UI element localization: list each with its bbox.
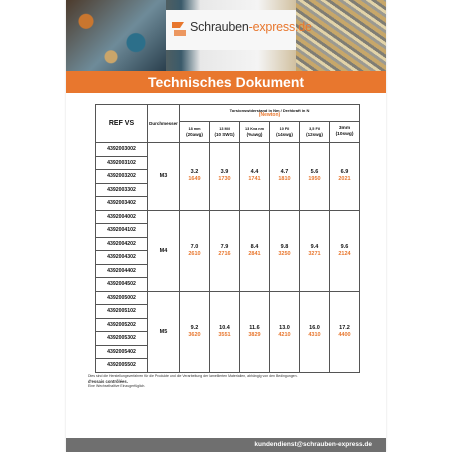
notes <box>88 374 378 389</box>
table-row <box>96 210 360 224</box>
logo-suffix: -express.de <box>248 20 312 34</box>
torque-value: 3.2 <box>190 169 199 176</box>
newton-value: 1730 <box>218 176 231 183</box>
document-title: Technisches Dokument <box>147 74 305 90</box>
ref-cell: 4392004202 <box>96 237 148 251</box>
column-header-top: 18 mm <box>188 127 201 131</box>
value-cell <box>210 210 240 291</box>
value-cell <box>180 291 210 372</box>
torque-value: 10.4 <box>219 324 230 331</box>
column-header-top: 3,5 Fil <box>309 127 320 131</box>
value-cell <box>270 143 300 211</box>
value-cell <box>300 210 330 291</box>
diameter-cell: M5 <box>148 291 180 372</box>
value-cell <box>270 291 300 372</box>
spec-table <box>95 104 360 373</box>
newton-value: 4210 <box>278 331 291 338</box>
ref-cell: 4392004102 <box>96 224 148 238</box>
table-body <box>96 143 360 373</box>
diameter-cell: M3 <box>148 143 180 211</box>
table-row <box>96 143 360 157</box>
ref-cell: 4392003302 <box>96 183 148 197</box>
newton-value: 2124 <box>338 250 351 257</box>
ref-cell: 4392005102 <box>96 305 148 319</box>
ref-cell: 4392004502 <box>96 278 148 292</box>
value-cell <box>270 210 300 291</box>
column-header <box>300 122 330 143</box>
newton-value: 1649 <box>188 176 201 183</box>
note-line-1: Dies sind die Herstellungsverfahren für die Produkte und die Verarbeitung der lamellierten Materialien, abhängig von den Bedingungen. <box>88 374 298 378</box>
diameter-cell: M4 <box>148 210 180 291</box>
torque-value: 7.9 <box>220 243 229 250</box>
ref-cell: 4392005002 <box>96 291 148 305</box>
tools-photo <box>66 0 166 71</box>
column-header <box>330 122 360 143</box>
torque-value: 4.7 <box>280 169 289 176</box>
ref-cell: 4392003402 <box>96 197 148 211</box>
torque-value: 6.9 <box>340 169 349 176</box>
value-cell <box>210 143 240 211</box>
newton-value: 1810 <box>278 176 291 183</box>
footer-band <box>66 438 386 452</box>
torque-value: 13.0 <box>279 324 290 331</box>
torque-value: 17.2 <box>339 324 350 331</box>
column-header-bottom: (14swg) <box>276 132 293 137</box>
column-header-bottom: (10 SWG) <box>214 132 235 137</box>
torque-value: 9.6 <box>340 243 349 250</box>
column-header-bottom: (10swg) <box>335 132 354 137</box>
newton-value: 3250 <box>278 250 291 257</box>
ref-cell: 4392005302 <box>96 332 148 346</box>
column-header-top: 3mm <box>338 126 351 131</box>
column-header-top: 13 Kva nm <box>245 127 264 131</box>
newton-value: 4400 <box>338 331 351 338</box>
ref-cell: 4392005502 <box>96 359 148 373</box>
column-header <box>210 122 240 143</box>
newton-value: 1950 <box>308 176 321 183</box>
torque-value: 9.4 <box>310 243 319 250</box>
newton-value: 3551 <box>218 331 231 338</box>
newton-value: 3620 <box>188 331 201 338</box>
value-cell <box>240 210 270 291</box>
footer-email[interactable]: kundendienst@schrauben-express.de <box>254 441 372 448</box>
newton-value: 2841 <box>248 250 261 257</box>
column-header-top: 13 Mil <box>219 127 230 131</box>
ref-cell: 4392004402 <box>96 264 148 278</box>
value-cell <box>300 143 330 211</box>
torque-value: 3.9 <box>220 169 229 176</box>
newton-value: 3271 <box>308 250 321 257</box>
column-header <box>270 122 300 143</box>
table-row <box>96 291 360 305</box>
torque-value: 7.0 <box>190 243 199 250</box>
value-cell <box>330 210 360 291</box>
torque-value: 8.4 <box>250 243 259 250</box>
document-page <box>66 0 386 452</box>
ref-cell: 4392004002 <box>96 210 148 224</box>
torque-value: 5.6 <box>310 169 319 176</box>
newton-value: 3829 <box>248 331 261 338</box>
column-header-bottom: (%awg) <box>246 132 263 137</box>
column-header <box>240 122 270 143</box>
torque-value: 9.2 <box>190 324 199 331</box>
torsion-header <box>180 105 360 122</box>
torsion-header-text: Torsionswiderstand in Nm / Drehkraft in N <box>229 107 310 113</box>
value-cell <box>300 291 330 372</box>
header-banner <box>66 0 386 71</box>
newton-value: 4310 <box>308 331 321 338</box>
column-header-bottom: (12swg) <box>306 132 323 137</box>
note-line-2: d'essais contrôlées. <box>88 379 128 384</box>
title-band <box>66 71 386 93</box>
newton-value: 1741 <box>248 176 261 183</box>
note-line-3: Eine Wechselhaltive Einzugerfüglich. <box>88 384 146 388</box>
value-cell <box>330 291 360 372</box>
value-cell <box>240 291 270 372</box>
column-header-bottom: (20awg) <box>186 132 203 137</box>
value-cell <box>240 143 270 211</box>
newton-value: 2716 <box>218 250 231 257</box>
screws-photo <box>296 0 386 71</box>
ref-cell: 4392003102 <box>96 156 148 170</box>
value-cell <box>180 143 210 211</box>
ref-cell: 4392005202 <box>96 318 148 332</box>
ref-cell: 4392005402 <box>96 345 148 359</box>
value-cell <box>330 143 360 211</box>
ref-cell: 4392003202 <box>96 170 148 184</box>
newton-value: 2610 <box>188 250 201 257</box>
logo-wordmark <box>190 20 312 34</box>
logo-brand: Schrauben <box>190 20 249 34</box>
torque-value: 9.8 <box>280 243 289 250</box>
ref-cell: 4392004302 <box>96 251 148 265</box>
newton-value: 2021 <box>338 176 351 183</box>
column-header-top: 10 Fil <box>279 127 290 131</box>
newton-label: (Newton) <box>258 112 281 118</box>
ref-header: REF VS <box>96 105 148 143</box>
diameter-header: Durchmesser <box>148 105 180 143</box>
value-cell <box>210 291 240 372</box>
torque-value: 4.4 <box>250 169 259 176</box>
torque-value: 11.6 <box>249 324 260 331</box>
column-header <box>180 122 210 143</box>
torque-value: 16.0 <box>309 324 320 331</box>
value-cell <box>180 210 210 291</box>
ref-cell: 4392003002 <box>96 143 148 157</box>
logo-mark-icon <box>170 20 188 38</box>
